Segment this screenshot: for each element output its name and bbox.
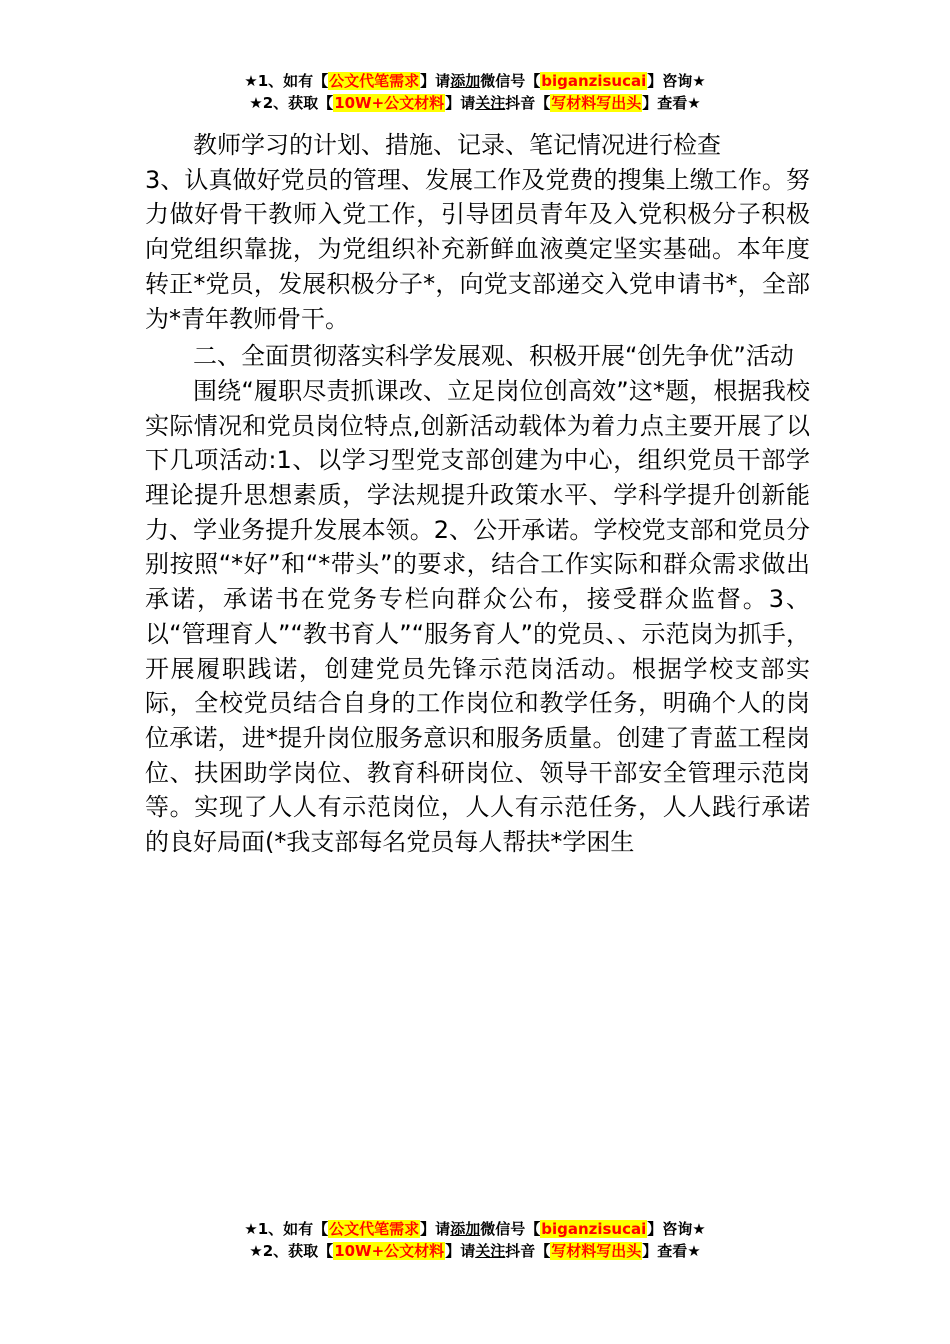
highlight-douyin: 写材料写出头 xyxy=(551,94,642,112)
footer-banner xyxy=(0,1218,950,1262)
highlight-wechat-id: biganzisucai xyxy=(541,72,647,90)
section-heading: 二、全面贯彻落实科学发展观、积极开展“创先争优”活动 xyxy=(193,342,794,371)
paragraph-1: 教师学习的计划、措施、记录、笔记情况进行检查 xyxy=(193,131,721,159)
highlight-service: 公文代笔需求 xyxy=(329,72,420,90)
highlight-materials: 10W+公文材料 xyxy=(334,94,445,112)
highlight-service: 公文代笔需求 xyxy=(329,1220,420,1238)
banner-line-2: ★2、获取【10W+公文材料】请关注抖音【写材料写出头】查看★ xyxy=(249,1242,701,1260)
banner-line-1: ★1、如有【公文代笔需求】请添加微信号【biganzisucai】咨询★ xyxy=(244,1220,706,1238)
document-body xyxy=(145,128,810,860)
paragraph-2: 3、认真做好党员的管理、发展工作及党费的搜集上缴工作。努力做好骨干教师入党工作，引导团员青年及入党积极分子积极向党组织靠拢，为党组织补充新鲜血液奠定坚实基础。本年度转正*党员，发展积极分子*，向党支部递交入党申请书*，全部为*青年教师骨干。 xyxy=(145,165,810,333)
banner-line-1: ★1、如有【公文代笔需求】请添加微信号【biganzisucai】咨询★ xyxy=(244,72,706,90)
highlight-materials: 10W+公文材料 xyxy=(334,1242,445,1260)
highlight-wechat-id: biganzisucai xyxy=(541,1220,647,1238)
banner-line-2: ★2、获取【10W+公文材料】请关注抖音【写材料写出头】查看★ xyxy=(249,94,701,112)
header-banner xyxy=(0,70,950,114)
highlight-douyin: 写材料写出头 xyxy=(551,1242,642,1260)
paragraph-3: 围绕“履职尽责抓课改、立足岗位创高效”这*题，根据我校实际情况和党员岗位特点,创新活动载体为着力点主要开展了以下几项活动:1、以学习型党支部创建为中心，组织党员干部学理论提升思想素质，学法规提升政策水平、学科学提升创新能力、学业务提升发展本领。2、公开承诺。学校党支部和党员分别按照“*好”和“*带头”的要求，结合工作实际和群众需求做出承诺，承诺书在党务专栏向群众公布，接受群众监督。3、以“管理育人”“教书育人”“服务育人”的党员、、示范岗为抓手，开展履职践诺，创建党员先锋示范岗活动。根据学校支部实际，全校党员结合自身的工作岗位和教学任务，明确个人的岗位承诺，进*提升岗位服务意识和服务质量。创建了青蓝工程岗位、扶困助学岗位、教育科研岗位、领导干部安全管理示范岗等。实现了人人有示范岗位，人人有示范任务，人人践行承诺的良好局面(*我支部每名党员每人帮扶*学困生 xyxy=(145,376,810,857)
